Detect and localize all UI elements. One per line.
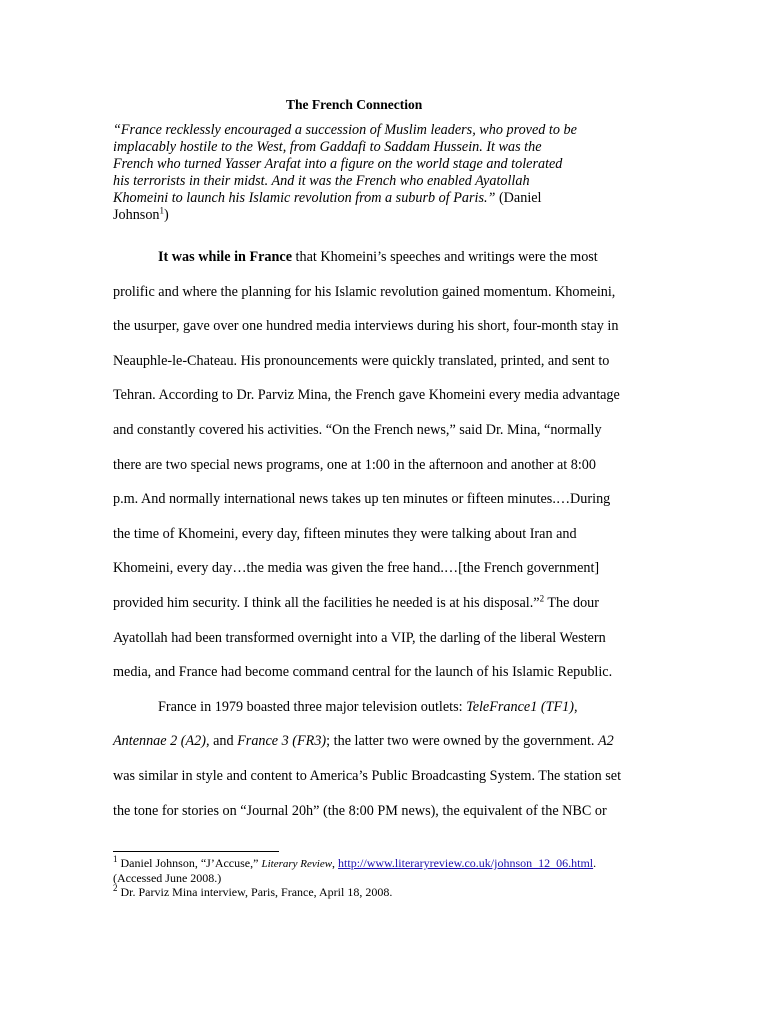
footnote-divider xyxy=(113,851,279,852)
attribution-end: ) xyxy=(164,207,169,223)
paragraph-line: was similar in style and content to America’s Public Broadcasting System. The station set xyxy=(113,767,622,784)
footnote-text: , xyxy=(332,856,339,870)
paragraph-line: the time of Khomeini, every day, fifteen minutes they were talking about Iran and xyxy=(113,525,577,542)
footnote-text: . xyxy=(593,856,597,870)
line-text: , and xyxy=(205,733,238,750)
footnote-text: Daniel Johnson, “J’Accuse,” xyxy=(117,856,262,870)
epigraph-line: implacably hostile to the West, from Gaddafi to Saddam Hussein. It was the xyxy=(113,139,542,155)
epigraph-quote xyxy=(113,122,633,224)
footnote-ref-1[interactable]: 1 xyxy=(159,205,165,216)
paragraph-line xyxy=(113,698,658,733)
footnote-1 xyxy=(113,856,658,871)
footnote-text: Dr. Parviz Mina interview, Paris, France, April 18, 2008. xyxy=(117,885,393,899)
paragraph-line: Neauphle-le-Chateau. His pronouncements were quickly translated, printed, and sent to xyxy=(113,352,610,369)
paragraph-line xyxy=(113,732,658,767)
line-text: that Khomeini’s speeches and writings were the most xyxy=(292,249,598,265)
line-text: The dour xyxy=(544,594,599,611)
epigraph-line xyxy=(113,190,633,207)
footnote-2 xyxy=(113,885,658,899)
paragraph-line: prolific and where the planning for his Islamic revolution gained momentum. Khomeini, xyxy=(113,283,616,300)
footnote-url-link[interactable]: http://www.literaryreview.co.uk/johnson_12_06.html xyxy=(338,856,594,870)
page-title: The French Connection xyxy=(286,97,423,112)
line-text: , xyxy=(573,698,578,715)
footnote-number: 1 xyxy=(113,854,118,864)
body-text xyxy=(113,248,658,836)
paragraph-line: there are two special news programs, one at 1:00 in the afternoon and another at 8:00 xyxy=(113,456,596,473)
footnote-journal: Literary Review xyxy=(261,858,333,870)
paragraph-line: media, and France had become command central for the launch of his Islamic Republic. xyxy=(113,664,613,681)
italic-term: TeleFrance1 (TF1) xyxy=(466,698,574,715)
lead-bold-text: It was while in France xyxy=(158,249,292,265)
paragraph-line xyxy=(113,594,658,629)
footnote-ref-2[interactable]: 2 xyxy=(539,593,545,604)
paragraph-line: Khomeini, every day…the media was given the free hand.…[the French government] xyxy=(113,560,600,577)
epigraph-line: “France recklessly encouraged a succession of Muslim leaders, who proved to be xyxy=(113,122,577,138)
paragraph-line: Tehran. According to Dr. Parviz Mina, the French gave Khomeini every media advantage xyxy=(113,387,620,404)
italic-term: A2 xyxy=(598,733,614,750)
paragraph-line: and constantly covered his activities. “On the French news,” said Dr. Mina, “normally xyxy=(113,421,602,438)
epigraph-line-text: Khomeini to launch his Islamic revolution from a suburb of Paris.” xyxy=(113,190,496,206)
epigraph-line: his terrorists in their midst. And it was the French who enabled Ayatollah xyxy=(113,173,530,189)
epigraph-attribution-start: (Daniel xyxy=(495,190,542,206)
line-text: ; the latter two were owned by the government. xyxy=(326,733,599,750)
line-text: provided him security. I think all the facilities he needed is at his disposal.” xyxy=(113,594,540,611)
attribution-name: Johnson xyxy=(113,207,160,223)
footnote-number: 2 xyxy=(113,883,118,893)
italic-term: France 3 (FR3) xyxy=(237,733,327,750)
paragraph-line: p.m. And normally international news takes up ten minutes or fifteen minutes.…During xyxy=(113,491,611,508)
italic-term: Antennae 2 (A2) xyxy=(113,733,206,750)
footnote-1-accessed: (Accessed June 2008.) xyxy=(113,871,222,885)
line-text: France in 1979 boasted three major television outlets: xyxy=(158,698,467,715)
paragraph-line: the tone for stories on “Journal 20h” (the 8:00 PM news), the equivalent of the NBC or xyxy=(113,802,607,819)
paragraph-line xyxy=(113,248,658,283)
footnotes xyxy=(113,856,658,899)
paragraph-line: Ayatollah had been transformed overnight into a VIP, the darling of the liberal Western xyxy=(113,629,606,646)
epigraph-line: French who turned Yasser Arafat into a figure on the world stage and tolerated xyxy=(113,156,563,172)
epigraph-attribution xyxy=(113,207,633,224)
paragraph-line: the usurper, gave over one hundred media interviews during his short, four-month stay in xyxy=(113,318,619,335)
